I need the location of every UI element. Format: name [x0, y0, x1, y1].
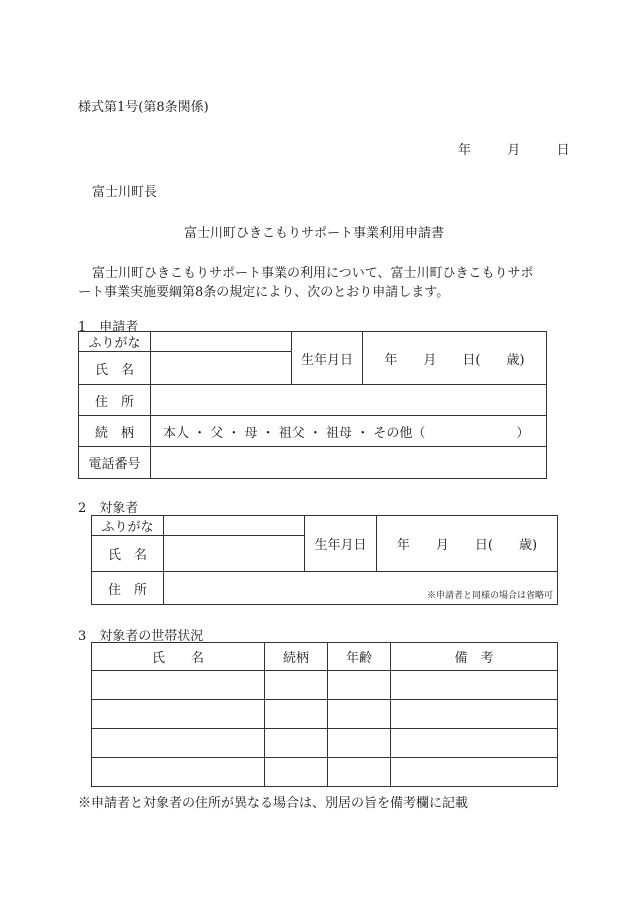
applicant-table — [78, 331, 547, 479]
section1-heading: 1 申請者 — [78, 320, 139, 335]
date-line — [458, 139, 570, 158]
table-row — [92, 671, 558, 700]
intro-line-2: ート事業実施要綱第8条の規定により、次のとおり申請します。 — [78, 285, 450, 300]
section3-heading: 3 対象者の世帯状況 — [78, 629, 204, 644]
date-day: 日 — [556, 143, 570, 158]
household-remarks-cell[interactable] — [391, 700, 558, 729]
applicant-furigana-label: ふりがな — [79, 332, 151, 352]
applicant-relation-options[interactable]: 本人 ・ 父 ・ 母 ・ 祖父 ・ 祖母 ・ その他（ ） — [151, 416, 547, 447]
table-row — [92, 729, 558, 758]
household-name-cell[interactable] — [92, 729, 265, 758]
col-name-header: 氏 名 — [92, 643, 265, 671]
applicant-address-label: 住 所 — [79, 385, 151, 416]
applicant-furigana-field[interactable] — [151, 332, 292, 352]
household-name-cell[interactable] — [92, 700, 265, 729]
footnote: ※申請者と対象者の住所が異なる場合は、別居の旨を備考欄に記載 — [78, 796, 469, 811]
household-remarks-cell[interactable] — [391, 758, 558, 787]
address-note: ※申請者と同様の場合は省略可 — [426, 591, 553, 601]
target-name-field[interactable] — [164, 536, 305, 572]
household-relation-cell[interactable] — [265, 729, 328, 758]
target-furigana-field[interactable] — [164, 516, 305, 536]
section2-heading: 2 対象者 — [78, 501, 139, 516]
target-address-field[interactable] — [164, 572, 558, 605]
household-age-cell[interactable] — [328, 700, 391, 729]
target-birth-field[interactable]: 年 月 日( 歳) — [377, 516, 558, 572]
household-remarks-cell[interactable] — [391, 729, 558, 758]
household-relation-cell[interactable] — [265, 671, 328, 700]
applicant-birth-label: 生年月日 — [292, 332, 363, 385]
target-table — [91, 515, 558, 605]
household-age-cell[interactable] — [328, 729, 391, 758]
col-age-header: 年齢 — [328, 643, 391, 671]
household-age-cell[interactable] — [328, 671, 391, 700]
addressee: 富士川町長 — [92, 185, 158, 200]
household-remarks-cell[interactable] — [391, 671, 558, 700]
target-furigana-label: ふりがな — [92, 516, 164, 536]
household-table — [91, 642, 558, 787]
intro-line-1: 富士川町ひきこもりサポート事業の利用について、富士川町ひきこもりサポ — [92, 266, 534, 281]
household-name-cell[interactable] — [92, 758, 265, 787]
household-age-cell[interactable] — [328, 758, 391, 787]
applicant-name-label: 氏 名 — [79, 352, 151, 385]
applicant-birth-field[interactable]: 年 月 日( 歳) — [363, 332, 547, 385]
applicant-name-field[interactable] — [151, 352, 292, 385]
household-relation-cell[interactable] — [265, 700, 328, 729]
page-title: 富士川町ひきこもりサポート事業利用申請書 — [184, 226, 445, 241]
col-relation-header: 続柄 — [265, 643, 328, 671]
form-number: 様式第1号(第8条関係) — [78, 100, 209, 115]
table-row — [92, 758, 558, 787]
household-name-cell[interactable] — [92, 671, 265, 700]
household-relation-cell[interactable] — [265, 758, 328, 787]
table-row — [92, 700, 558, 729]
applicant-phone-label: 電話番号 — [79, 447, 151, 479]
date-month: 月 — [507, 143, 521, 158]
household-header-row — [92, 643, 558, 671]
applicant-phone-field[interactable] — [151, 447, 547, 479]
target-birth-label: 生年月日 — [305, 516, 377, 572]
target-address-label: 住 所 — [92, 572, 164, 605]
applicant-relation-label: 続 柄 — [79, 416, 151, 447]
col-remarks-header: 備 考 — [391, 643, 558, 671]
applicant-address-field[interactable] — [151, 385, 547, 416]
date-year: 年 — [458, 143, 472, 158]
target-name-label: 氏 名 — [92, 536, 164, 572]
